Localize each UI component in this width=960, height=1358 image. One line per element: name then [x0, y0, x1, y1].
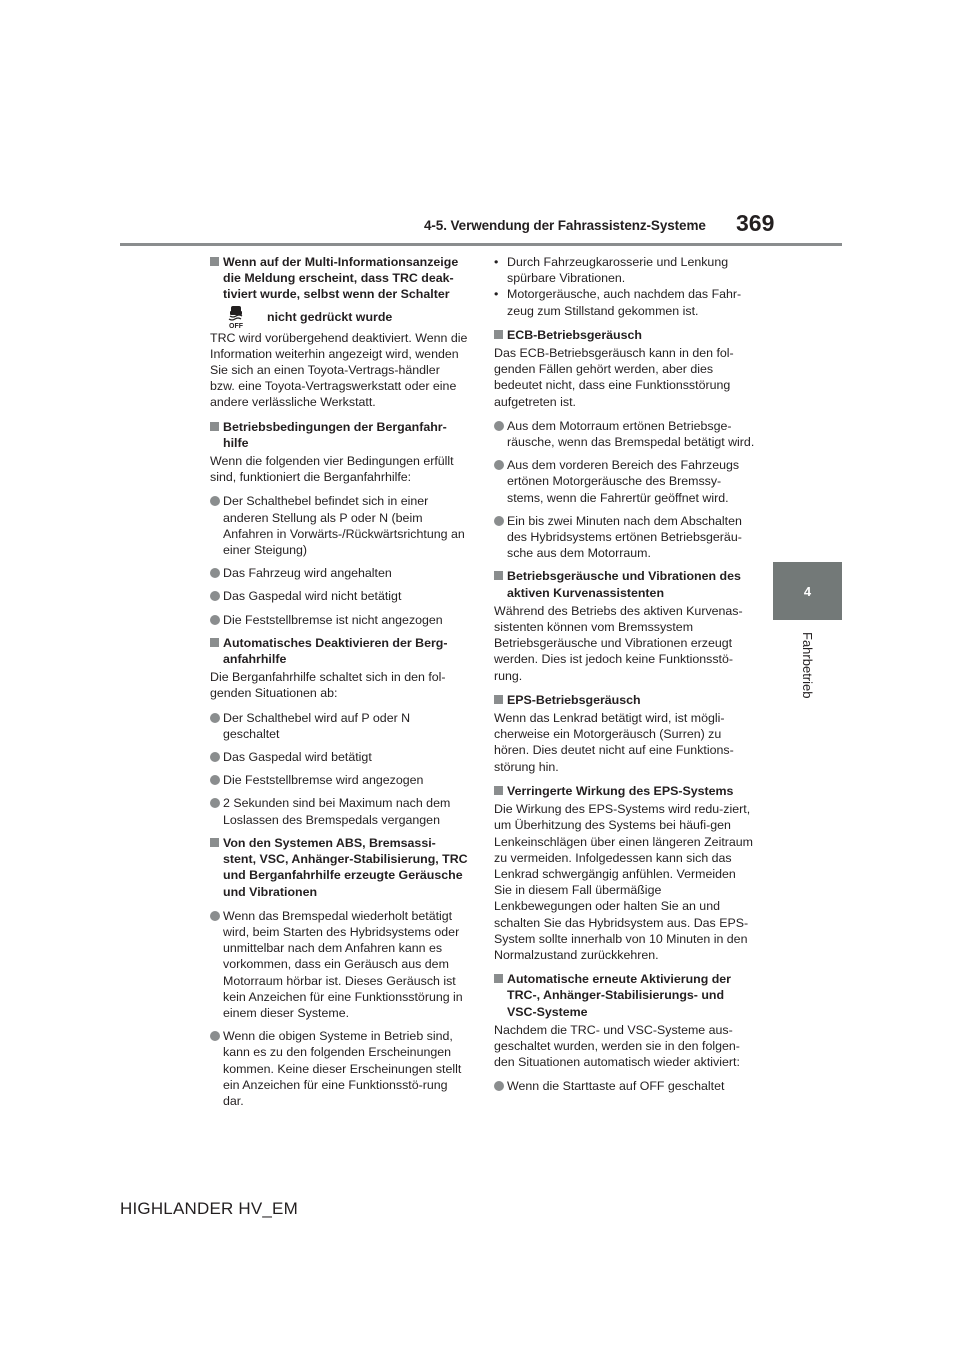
- circle-bullet-icon: [210, 713, 220, 723]
- square-bullet-icon: [210, 422, 219, 431]
- header-rule: [120, 243, 842, 246]
- heading-eps-reduced: Verringerte Wirkung des EPS-Systems: [494, 783, 756, 799]
- circle-bullet-icon: [210, 798, 220, 808]
- heading-trc-message: Wenn auf der Multi-Informationsanzeige die Meldung erscheint, dass TRC deak-tiviert wurde, selbst wenn der Schalter: [210, 254, 468, 303]
- trc-off-icon: [223, 305, 251, 329]
- list-item: Wenn die Starttaste auf OFF geschaltet: [494, 1078, 756, 1094]
- paragraph: TRC wird vorübergehend deaktiviert. Wenn die Information weiterhin angezeigt wird, wenden Sie sich an einen Toyota-Vertrags-händler bzw. eine Toyota-Vertragswerkstatt oder eine andere verlässliche Werkstatt.: [210, 330, 468, 410]
- trc-off-line: [210, 305, 468, 329]
- heading-system-noises: Von den Systemen ABS, Bremsassi-stent, VSC, Anhänger-Stabilisierung, TRC und Berganfahrhilfe erzeugte Geräusche und Vibrationen: [210, 835, 468, 900]
- circle-bullet-icon: [494, 516, 504, 526]
- dash-item: • Motorgeräusche, auch nachdem das Fahr-zeug zum Stillstand gekommen ist.: [494, 287, 742, 318]
- heading-hill-start-conditions: Betriebsbedingungen der Berganfahr-hilfe: [210, 419, 468, 451]
- square-bullet-icon: [494, 974, 503, 983]
- list-item: Wenn das Bremspedal wiederholt betätigt wird, beim Starten des Hybridsystems oder unmittelbar nach dem Anfahren kann es vorkommen, dass ein Geräusch aus dem Motorraum hörbar ist. Dieses Geräusch ist kein Anzeichen für eine Funktionsstörung in einem dieser Systeme.: [210, 908, 468, 1021]
- chapter-tab: [773, 562, 842, 620]
- svg-text:OFF: OFF: [229, 322, 243, 329]
- circle-bullet-icon: [210, 591, 220, 601]
- heading-auto-reactivation: Automatische erneute Aktivierung der TRC-, Anhänger-Stabilisierungs- und VSC-Systeme: [494, 971, 756, 1020]
- list-item: Das Gaspedal wird nicht betätigt: [210, 588, 468, 604]
- heading-tail: nicht gedrückt wurde: [267, 309, 393, 324]
- circle-bullet-icon: [494, 460, 504, 470]
- circle-bullet-icon: [210, 752, 220, 762]
- section-title: 4-5. Verwendung der Fahrassistenz-Systeme: [424, 218, 706, 233]
- square-bullet-icon: [494, 786, 503, 795]
- circle-bullet-icon: [210, 496, 220, 506]
- list-item: Wenn die obigen Systeme in Betrieb sind, kann es zu den folgenden Erscheinungen kommen. Keine dieser Erscheinungen stellt ein Anzeichen für eine Funktionsstö-rung dar.: [210, 1028, 468, 1109]
- list-item: Der Schalthebel befindet sich in einer anderen Stellung als P oder N (beim Anfahren in Vorwärts-/Rückwärtsrichtung an einer Steigung): [210, 493, 468, 558]
- square-bullet-icon: [210, 257, 219, 266]
- circle-bullet-icon: [210, 1031, 220, 1041]
- heading-ecb-noise: ECB-Betriebsgeräusch: [494, 327, 756, 343]
- right-column: [494, 254, 756, 1102]
- list-item: Die Feststellbremse wird angezogen: [210, 772, 468, 788]
- circle-bullet-icon: [210, 615, 220, 625]
- list-item: Das Fahrzeug wird angehalten: [210, 565, 468, 581]
- circle-bullet-icon: [494, 1081, 504, 1091]
- paragraph: Die Berganfahrhilfe schaltet sich in den fol-genden Situationen ab:: [210, 670, 446, 701]
- paragraph: Nachdem die TRC- und VSC-Systeme aus-geschaltet wurden, werden sie in den folgen-den Situationen automatisch wieder aktiviert:: [494, 1022, 740, 1070]
- list-item: Aus dem vorderen Bereich des Fahrzeugs ertönen Motorgeräusche des Bremssy-stems, wenn die Fahrertür geöffnet wird.: [494, 457, 756, 506]
- chapter-number: 4: [803, 583, 812, 599]
- heading-cornering-assist-noise: Betriebsgeräusche und Vibrationen des aktiven Kurvenassistenten: [494, 568, 756, 600]
- heading-hill-start-deactivation: Automatisches Deaktivieren der Berg-anfahrhilfe: [210, 635, 468, 667]
- square-bullet-icon: [210, 638, 219, 647]
- chapter-label: Fahrbetrieb: [800, 632, 815, 699]
- list-item: Die Feststellbremse ist nicht angezogen: [210, 612, 468, 628]
- dash-item: • Durch Fahrzeugkarosserie und Lenkung spürbare Vibrationen.: [494, 255, 729, 286]
- circle-bullet-icon: [494, 421, 504, 431]
- left-column: [210, 254, 468, 1116]
- heading-eps-noise: EPS-Betriebsgeräusch: [494, 692, 756, 708]
- paragraph: Während des Betriebs des aktiven Kurvenas-sistenten können vom Bremssystem Betriebsgeräusche und Vibrationen erzeugt werden. Dies ist jedoch keine Funktionsstö-rung.: [494, 603, 743, 683]
- list-item: 2 Sekunden sind bei Maximum nach dem Loslassen des Bremspedals vergangen: [210, 795, 468, 827]
- circle-bullet-icon: [210, 568, 220, 578]
- square-bullet-icon: [210, 838, 219, 847]
- circle-bullet-icon: [210, 911, 220, 921]
- list-item: Ein bis zwei Minuten nach dem Abschalten des Hybridsystems ertönen Betriebsgeräu-sche aus dem Motorraum.: [494, 513, 756, 562]
- square-bullet-icon: [494, 330, 503, 339]
- page-number: 369: [736, 210, 775, 236]
- paragraph: Die Wirkung des EPS-Systems wird redu-ziert, um Überhitzung des Systems bei häufi-gen Lenkeinschlägen über einen längeren Zeitraum zu vermeiden. Infolgedessen kann sich das Lenkrad schwergängig anfühlen. Vermeiden Sie in diesem Fall übermäßige Lenkbewegungen oder halten Sie an und schalten Sie das Hybridsystem aus. Das EPS-System sollte innerhalb von 10 Minuten in den Normalzustand zurückkehren.: [494, 802, 753, 962]
- circle-bullet-icon: [210, 775, 220, 785]
- square-bullet-icon: [494, 695, 503, 704]
- paragraph: Das ECB-Betriebsgeräusch kann in den fol-genden Fällen gehört werden, aber dies bedeutet nicht, dass eine Funktionsstörung aufgetreten ist.: [494, 346, 734, 409]
- footer-model: HIGHLANDER HV_EM: [120, 1199, 298, 1218]
- paragraph: Wenn das Lenkrad betätigt wird, ist mögli-cherweise ein Motorgeräusch (Surren) zu hören. Dies deutet nicht auf eine Funktions-störung hin.: [494, 711, 734, 774]
- list-item: Das Gaspedal wird betätigt: [210, 749, 468, 765]
- square-bullet-icon: [494, 571, 503, 580]
- list-item: Aus dem Motorraum ertönen Betriebsge-räusche, wenn das Bremspedal betätigt wird.: [494, 418, 756, 450]
- paragraph: Wenn die folgenden vier Bedingungen erfüllt sind, funktioniert die Berganfahrhilfe:: [210, 454, 454, 485]
- list-item: Der Schalthebel wird auf P oder N geschaltet: [210, 710, 468, 742]
